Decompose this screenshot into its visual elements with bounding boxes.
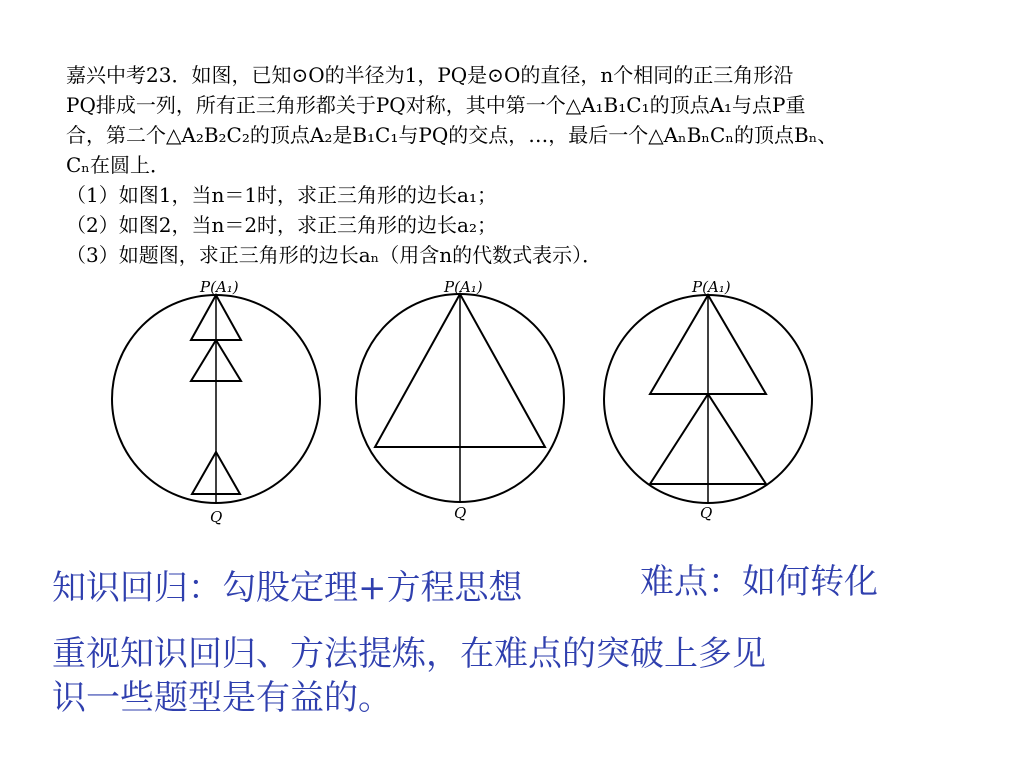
problem-part-3: （3）如题图，求正三角形的边长aₙ（用含n的代数式表示）． [66, 243, 603, 267]
figure-problem [112, 278, 320, 526]
problem-part-2: （2）如图2，当n＝2时，求正三角形的边长a₂； [66, 213, 497, 237]
figure-1 [356, 278, 564, 522]
problem-part-1: （1）如图1，当n＝1时，求正三角形的边长a₁； [66, 183, 497, 207]
problem-line-4: Cₙ在圆上． [66, 153, 170, 177]
closing-line-1: 重视知识回归、方法提炼，在难点的突破上多见 [52, 634, 766, 674]
difficulty-note: 难点：如何转化 [640, 562, 878, 602]
knowledge-summary: 知识回归：勾股定理+方程思想 [52, 568, 523, 608]
figures-area [100, 272, 820, 562]
problem-line-1: 嘉兴中考23．如图，已知⊙O的半径为1，PQ是⊙O的直径，n个相同的正三角形沿 [66, 63, 794, 87]
figures-svg [100, 272, 820, 562]
problem-text [66, 60, 976, 270]
label-q: Q [210, 508, 223, 526]
figure-2 [604, 278, 812, 522]
problem-line-2: PQ排成一列，所有正三角形都关于PQ对称，其中第一个△A₁B₁C₁的顶点A₁与点P重 [66, 93, 806, 117]
label-p-a1: P(A₁) [444, 278, 483, 296]
problem-line-3: 合，第二个△A₂B₂C₂的顶点A₂是B₁C₁与PQ的交点，…，最后一个△AₙBₙCₙ的顶点Bₙ、 [66, 123, 838, 147]
closing-remark [52, 632, 952, 720]
label-q: Q [454, 504, 467, 522]
label-p-a1: P(A₁) [200, 278, 239, 296]
label-q: Q [700, 504, 713, 522]
closing-line-2: 识一些题型是有益的。 [52, 678, 392, 718]
label-p-a1: P(A₁) [692, 278, 731, 296]
